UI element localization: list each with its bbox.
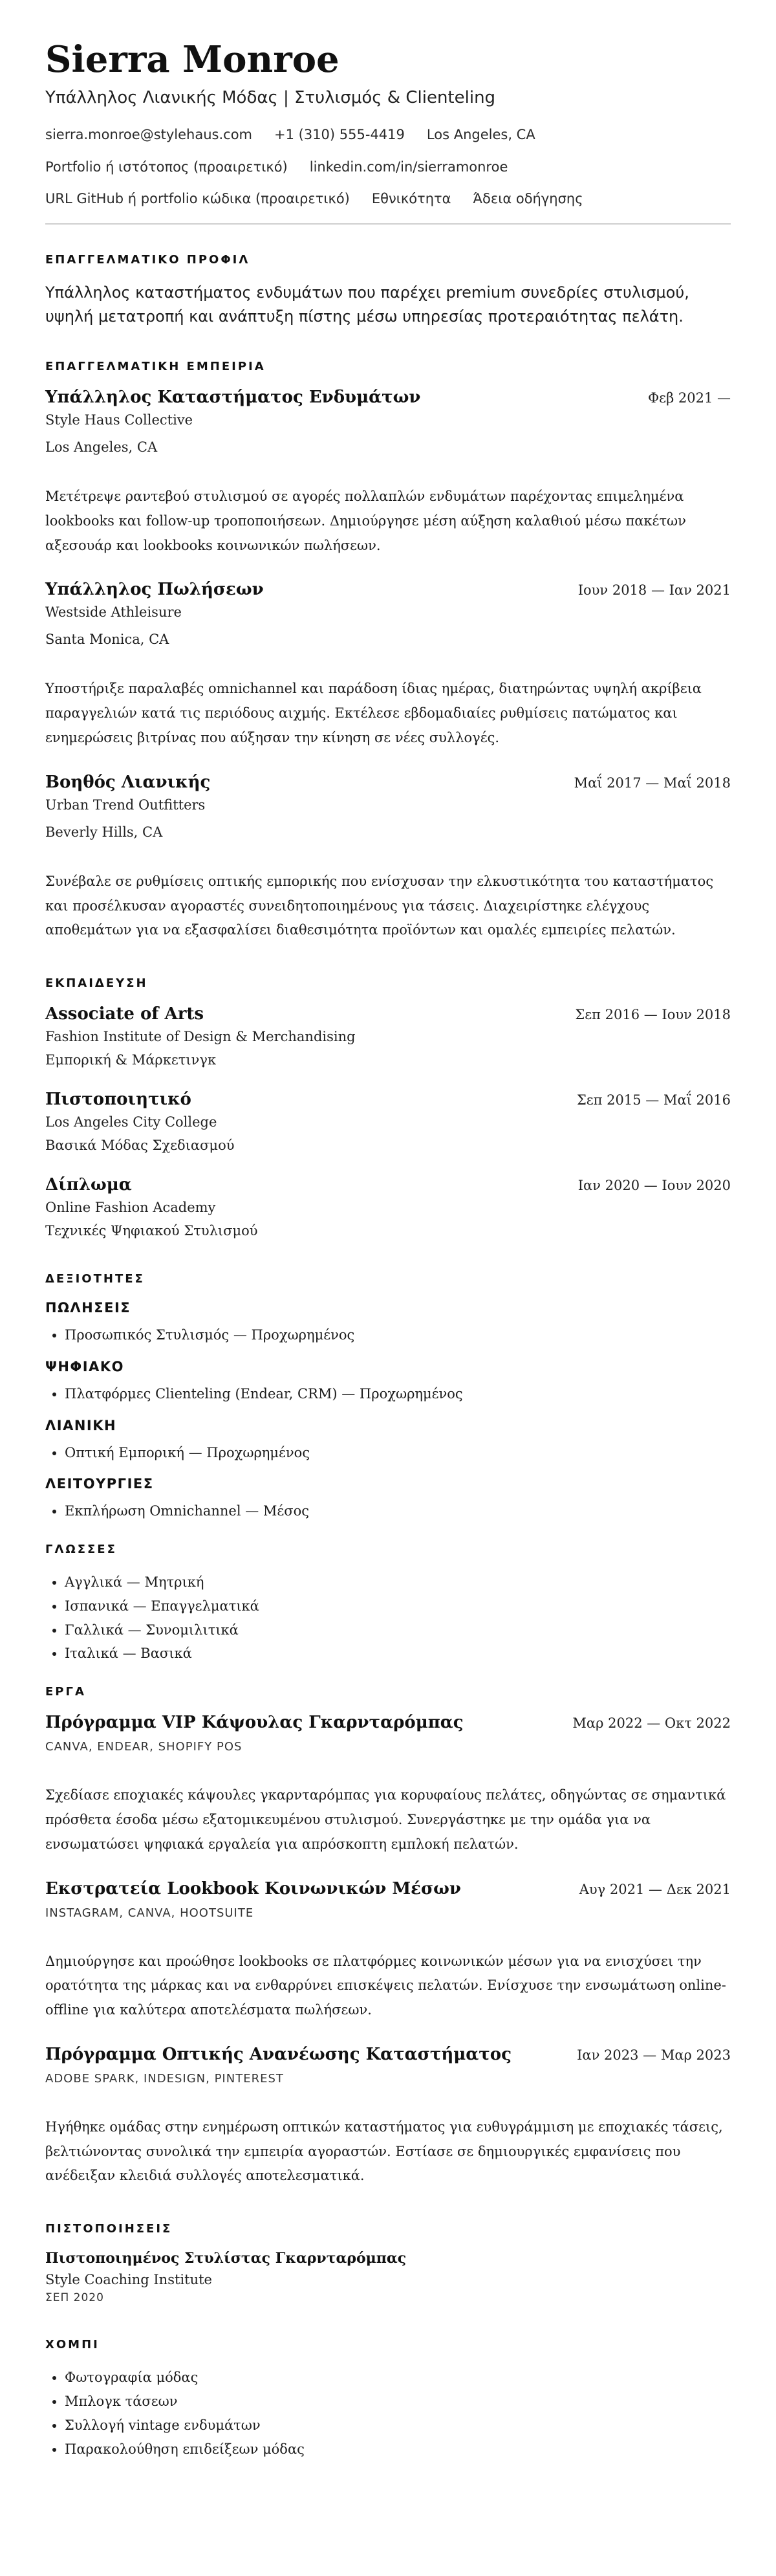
certification-name: Πιστοποιημένος Στυλίστας Γκαρνταρόμπας: [45, 2250, 407, 2267]
education-section: [45, 976, 731, 1238]
skill-list: [45, 1323, 731, 1347]
contact-nationality: Εθνικότητα: [371, 191, 451, 207]
experience-company: Style Haus Collective: [45, 412, 193, 428]
candidate-headline: Υπάλληλος Λιανικής Μόδας | Στυλισμός & Clienteling: [45, 88, 496, 108]
language-list: [45, 1570, 731, 1666]
skill-item: • Οπτική Εμπορική — Προχωρημένος: [65, 1441, 731, 1465]
experience-date: Ιουν 2018 — Ιαν 2021: [577, 582, 731, 599]
certification-org: Style Coaching Institute: [45, 2272, 212, 2288]
certification-date: ΣΕΠ 2020: [45, 2291, 104, 2305]
project-tools: ADOBE SPARK, INDESIGN, PINTEREST: [45, 2071, 284, 2086]
projects-title: ΕΡΓΑ: [45, 1685, 86, 1699]
contact-email[interactable]: sierra.monroe@stylehaus.com: [45, 127, 253, 143]
project-entry: [45, 2045, 731, 2188]
language-item: • Ιταλικά — Βασικά: [65, 1642, 731, 1666]
skill-item: • Προσωπικός Στυλισμός — Προχωρημένος: [65, 1323, 731, 1347]
education-entry: [45, 1090, 731, 1153]
experience-role: Υπάλληλος Καταστήματος Ενδυμάτων: [45, 387, 421, 407]
summary-section: [45, 253, 731, 329]
skill-category: ΛΕΙΤΟΥΡΓΙΕΣ: [45, 1476, 154, 1492]
hobby-item: • Παρακολούθηση επιδείξεων μόδας: [65, 2438, 731, 2461]
project-description: Δημιούργησε και προώθησε lookbooks σε πλατφόρμες κοινωνικών μέσων για να ενισχύσει την ορατότητα της μάρκας και να ενθαρρύνει επισκέψεις πελατών. Ενίσχυσε την ενσωμάτωση online-offline για καλύτερα αποτελέσματα πωλήσεων.: [45, 1953, 726, 2018]
education-date: Ιαν 2020 — Ιουν 2020: [577, 1178, 731, 1194]
skill-category: ΛΙΑΝΙΚΗ: [45, 1417, 117, 1433]
education-degree: Associate of Arts: [45, 1004, 204, 1024]
experience-company: Westside Athleisure: [45, 604, 182, 621]
experience-date: Φεβ 2021 —: [647, 390, 731, 406]
experience-entry: [45, 580, 731, 750]
language-item: • Γαλλικά — Συνομιλιτικά: [65, 1618, 731, 1642]
skill-item: • Εκπλήρωση Omnichannel — Μέσος: [65, 1499, 731, 1523]
experience-section: [45, 360, 731, 943]
education-school: Los Angeles City College: [45, 1114, 217, 1130]
certifications-section: [45, 2222, 731, 2304]
projects-section: [45, 1685, 731, 2188]
experience-role: Υπάλληλος Πωλήσεων: [45, 580, 264, 600]
skill-list: [45, 1441, 731, 1465]
experience-location: Los Angeles, CA: [45, 439, 158, 455]
experience-description: Μετέτρεψε ραντεβού στυλισμού σε αγορές πολλαπλών ενδυμάτων παρέχοντας επιμελημένα lookbooks και follow-up τροποποιήσεων. Δημιούργησε μέση αύξηση καλαθιού μέσω πακέτων αξεσουάρ και lookbooks κοινωνικών πωλήσεων.: [45, 488, 686, 553]
skills-title: ΔΕΞΙΟΤΗΤΕΣ: [45, 1272, 145, 1286]
education-field: Τεχνικές Ψηφιακού Στυλισμού: [45, 1223, 258, 1239]
education-degree: Δίπλωμα: [45, 1175, 132, 1195]
contact-license: Άδεια οδήγησης: [473, 191, 583, 207]
contact-location: Los Angeles, CA: [426, 127, 535, 143]
project-entry: [45, 1879, 731, 2023]
certifications-title: ΠΙΣΤΟΠΟΙΗΣΕΙΣ: [45, 2222, 173, 2236]
skill-list: [45, 1382, 731, 1406]
project-tools: INSTAGRAM, CANVA, HOOTSUITE: [45, 1906, 254, 1920]
education-school: Online Fashion Academy: [45, 1200, 216, 1216]
languages-section: [45, 1543, 731, 1666]
education-title: ΕΚΠΑΙΔΕΥΣΗ: [45, 976, 148, 991]
education-school: Fashion Institute of Design & Merchandising: [45, 1029, 356, 1045]
education-entry: [45, 1004, 731, 1068]
education-date: Σεπ 2015 — Μαΐ 2016: [576, 1092, 731, 1108]
project-description: Ηγήθηκε ομάδας στην ενημέρωση οπτικών καταστήματος για ευθυγράμμιση με εποχιακές τάσεις, βελτιώνοντας συνολικά την εμπειρία αγοραστών. Εστίασε σε δημιουργικές εμφανίσεις που ανέδειξαν κλειδιά συλλογές αποτελεσματικά.: [45, 2119, 723, 2184]
resume-header: [45, 39, 731, 209]
certification-entry: [45, 2250, 731, 2304]
experience-entry: [45, 773, 731, 943]
contact-row-primary: [45, 126, 731, 144]
contact-github[interactable]: URL GitHub ή portfolio κώδικα (προαιρετικό): [45, 191, 350, 207]
hobbies-section: [45, 2338, 731, 2461]
skills-section: [45, 1272, 731, 1523]
project-date: Αυγ 2021 — Δεκ 2021: [579, 1881, 731, 1897]
project-date: Μαρ 2022 — Οκτ 2022: [572, 1715, 731, 1732]
experience-title: ΕΠΑΓΓΕΛΜΑΤΙΚΗ ΕΜΠΕΙΡΙΑ: [45, 359, 266, 373]
skill-item: • Πλατφόρμες Clienteling (Endear, CRM) — Προχωρημένος: [65, 1382, 731, 1406]
education-date: Σεπ 2016 — Ιουν 2018: [575, 1007, 731, 1023]
header-divider: [45, 223, 731, 225]
skill-list: [45, 1499, 731, 1523]
skill-category: ΠΩΛΗΣΕΙΣ: [45, 1300, 131, 1316]
project-entry: [45, 1713, 731, 1856]
experience-location: Santa Monica, CA: [45, 632, 169, 648]
hobby-list: [45, 2366, 731, 2461]
contact-phone[interactable]: +1 (310) 555-4419: [274, 127, 405, 143]
contact-row-extra: [45, 190, 731, 208]
project-date: Ιαν 2023 — Μαρ 2023: [577, 2047, 731, 2063]
project-tools: CANVA, ENDEAR, SHOPIFY POS: [45, 1740, 242, 1754]
contact-row-links: [45, 158, 731, 177]
education-field: Βασικά Μόδας Σχεδιασμού: [45, 1138, 235, 1154]
experience-company: Urban Trend Outfitters: [45, 797, 206, 813]
education-field: Εμπορική & Μάρκετινγκ: [45, 1052, 217, 1068]
experience-location: Beverly Hills, CA: [45, 824, 163, 840]
project-description: Σχεδίασε εποχιακές κάψουλες γκαρνταρόμπας για κορυφαίους πελάτες, οδηγώντας σε σημαντικά πρόσθετα έσοδα μέσω εξατομικευμένου στυλισμού. Συνεργάστηκε με την ομάδα για να ενσωματώσει ψηφιακά εργαλεία για απρόσκοπτη εμπλοκή πελατών.: [45, 1787, 726, 1852]
experience-entry: [45, 388, 731, 558]
languages-title: ΓΛΩΣΣΕΣ: [45, 1543, 117, 1557]
contact-linkedin[interactable]: linkedin.com/in/sierramonroe: [309, 159, 508, 175]
project-name: Εκστρατεία Lookbook Κοινωνικών Μέσων: [45, 1878, 461, 1899]
hobby-item: • Μπλογκ τάσεων: [65, 2390, 731, 2414]
experience-description: Συνέβαλε σε ρυθμίσεις οπτικής εμπορικής που ενίσχυσαν την ελκυστικότητα του καταστήματος και προσέλκυσαν αγοραστές συνειδητοποιημένους για τάσεις. Διαχειρίστηκε ελέγχους αποθεμάτων για να εξασφαλίσει διαθεσιμότητα προϊόντων και ομαλές εμπειρίες πελατών.: [45, 873, 714, 938]
candidate-name: Sierra Monroe: [45, 38, 339, 81]
language-item: • Ισπανικά — Επαγγελματικά: [65, 1594, 731, 1618]
summary-text: Υπάλληλος καταστήματος ενδυμάτων που παρέχει premium συνεδρίες στυλισμού, υψηλή μετατροπή και ανάπτυξη πίστης μέσω υπηρεσίας προτεραιότητας πελάτη.: [45, 283, 689, 325]
skill-category: ΨΗΦΙΑΚΟ: [45, 1358, 124, 1374]
experience-description: Υποστήριξε παραλαβές omnichannel και παράδοση ίδιας ημέρας, διατηρώντας υψηλή ακρίβεια παραγγελιών κατά τις περιόδους αιχμής. Εκτέλεσε εβδομαδιαίες ρυθμίσεις πατώματος και ενημερώσεις βιτρίνας που αύξησαν την κίνηση σε νέες συλλογές.: [45, 681, 702, 745]
education-entry: [45, 1175, 731, 1238]
language-item: • Αγγλικά — Μητρική: [65, 1570, 731, 1594]
contact-portfolio[interactable]: Portfolio ή ιστότοπος (προαιρετικό): [45, 159, 288, 175]
experience-date: Μαΐ 2017 — Μαΐ 2018: [574, 775, 731, 791]
summary-title: ΕΠΑΓΓΕΛΜΑΤΙΚΟ ΠΡΟΦΙΛ: [45, 252, 250, 267]
project-name: Πρόγραμμα VIP Κάψουλας Γκαρνταρόμπας: [45, 1713, 464, 1733]
hobby-item: • Συλλογή vintage ενδυμάτων: [65, 2414, 731, 2438]
experience-role: Βοηθός Λιανικής: [45, 772, 211, 792]
hobbies-title: ΧΟΜΠΙ: [45, 2338, 100, 2352]
project-name: Πρόγραμμα Οπτικής Ανανέωσης Καταστήματος: [45, 2044, 512, 2064]
hobby-item: • Φωτογραφία μόδας: [65, 2366, 731, 2390]
education-degree: Πιστοποιητικό: [45, 1090, 191, 1110]
